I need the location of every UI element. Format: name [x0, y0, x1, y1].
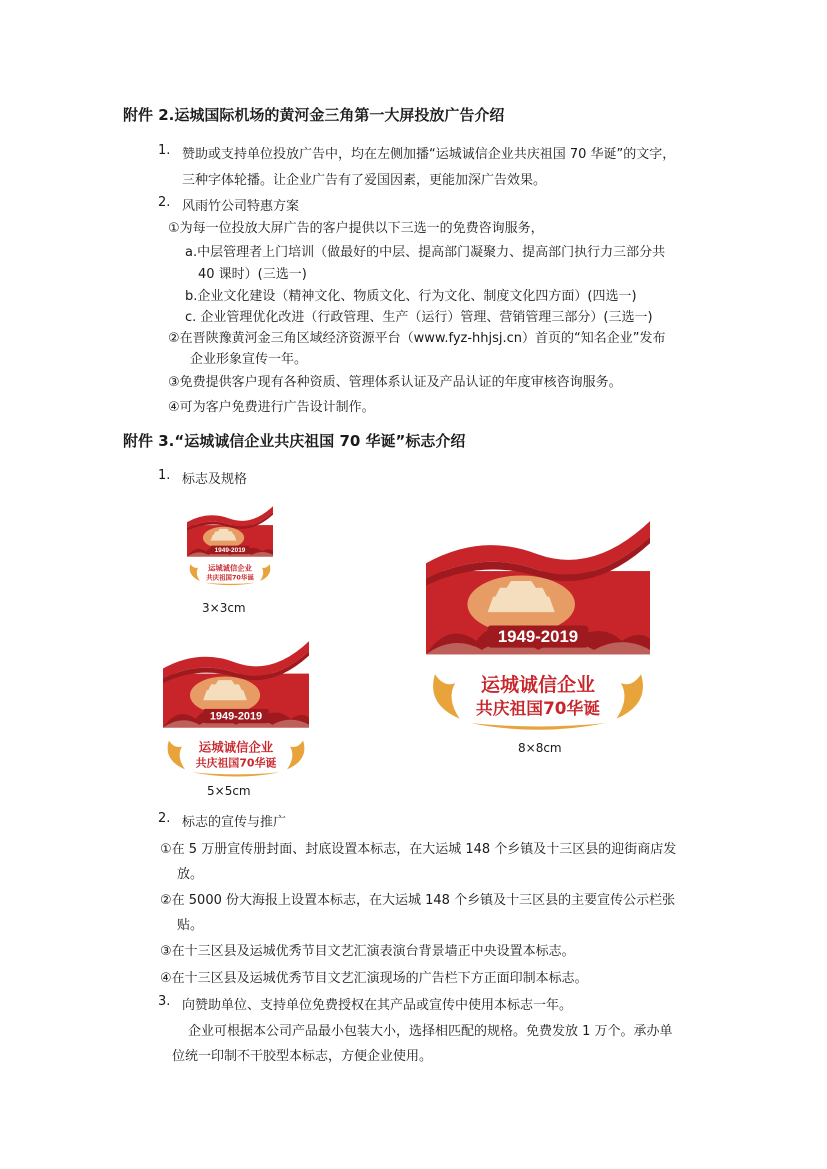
- section3-heading: 附件 3.“运城诚信企业共庆祖国 70 华诞”标志介绍: [123, 432, 466, 450]
- size-caption-medium: 5×5cm: [207, 784, 251, 798]
- size-caption-large: 8×8cm: [518, 741, 562, 755]
- section3-item2-title: 标志的宣传与推广: [182, 815, 287, 830]
- logo-slogan-line2: 共庆祖国70华诞: [206, 573, 254, 582]
- logo-slogan-line1: 运城诚信企业: [480, 674, 596, 696]
- section2-item1-line1: 赞助或支持单位投放广告中，均在左侧加播“运城诚信企业共庆祖国 70 华诞”的文字，: [182, 147, 676, 162]
- section2-sub1a-line1: a.中层管理者上门培训（做最好的中层、提高部门凝聚力、提高部门执行力三部分共: [185, 245, 666, 260]
- logo-medium: [163, 634, 309, 778]
- section3-item3-title: 向赞助单位、支持单位免费授权在其产品或宣传中使用本标志一年。: [182, 998, 573, 1013]
- logo-slogan-line1: 运城诚信企业: [208, 563, 252, 573]
- section2-sub1a-line2: 40 课时）(三选一): [198, 267, 307, 282]
- section3-item3-line2: 位统一印制不干胶型本标志，方便企业使用。: [172, 1049, 433, 1064]
- logo-years: 1949-2019: [497, 627, 579, 647]
- section2-sub1b: b.企业文化建设（精神文化、物质文化、行为文化、制度文化四方面）(四选一): [185, 289, 637, 304]
- section3-p1-line1: ①在 5 万册宣传册封面、封底设置本标志，在大运城 148 个乡镇及十三区县的迎街商店发: [160, 842, 677, 857]
- section2-sub3: ③免费提供客户现有各种资质、管理体系认证及产品认证的年度审核咨询服务。: [168, 375, 622, 390]
- list-number: 2.: [158, 811, 171, 826]
- phoenix-left-icon: [190, 564, 200, 581]
- logo-years: 1949-2019: [209, 710, 263, 723]
- section3-p4: ④在十三区县及运城优秀节目文艺汇演现场的广告栏下方正面印制本标志。: [160, 971, 588, 986]
- size-caption-small: 3×3cm: [202, 601, 246, 615]
- logo-years: 1949-2019: [214, 547, 246, 554]
- list-number: 1.: [158, 468, 171, 483]
- section2-sub2-line1: ②在晋陕豫黄河金三角区域经济资源平台（www.fyz-hhjsj.cn）首页的“知名企业”发布: [168, 331, 666, 346]
- phoenix-right-icon: [260, 564, 270, 581]
- list-number: 2.: [158, 195, 171, 210]
- section2-sub1: ①为每一位投放大屏广告的客户提供以下三选一的免费咨询服务，: [168, 221, 544, 236]
- section3-p3: ③在十三区县及运城优秀节目文艺汇演表演台背景墙正中央设置本标志。: [160, 944, 575, 959]
- logo-slogan-line2: 共庆祖国70华诞: [195, 756, 277, 770]
- phoenix-right-icon: [287, 741, 304, 770]
- section3-item3-line1: 企业可根据本公司产品最小包装大小，选择相匹配的规格。免费发放 1 万个。承办单: [188, 1024, 673, 1039]
- phoenix-right-icon: [616, 674, 643, 718]
- list-number: 1.: [158, 143, 171, 158]
- section2-sub4: ④可为客户免费进行广告设计制作。: [168, 400, 375, 415]
- logo-large: [426, 510, 650, 732]
- section3-p2-line1: ②在 5000 份大海报上设置本标志，在大运城 148 个乡镇及十三区县的主要宣传公示栏张: [160, 893, 676, 908]
- section3-p1-line2: 放。: [177, 867, 204, 882]
- logo-small: [187, 502, 273, 586]
- list-number: 3.: [158, 994, 171, 1009]
- section3-p2-line2: 贴。: [177, 918, 204, 933]
- phoenix-left-icon: [433, 674, 460, 718]
- logo-graphic: [426, 510, 650, 732]
- phoenix-left-icon: [168, 741, 185, 770]
- section2-sub1c: c. 企业管理优化改进（行政管理、生产（运行）管理、营销管理三部分）(三选一): [185, 310, 653, 325]
- section3-item1-title: 标志及规格: [182, 472, 248, 487]
- section2-item1-line2: 三种字体轮播。让企业广告有了爱国因素，更能加深广告效果。: [182, 173, 547, 188]
- logo-slogan-line1: 运城诚信企业: [198, 740, 274, 755]
- logo-graphic: [187, 502, 273, 586]
- section2-heading: 附件 2.运城国际机场的黄河金三角第一大屏投放广告介绍: [123, 106, 505, 124]
- logo-graphic: [163, 634, 309, 778]
- section2-item2-title: 风雨竹公司特惠方案: [182, 199, 300, 214]
- section2-sub2-line2: 企业形象宣传一年。: [190, 352, 308, 367]
- logo-slogan-line2: 共庆祖国70华诞: [475, 698, 601, 719]
